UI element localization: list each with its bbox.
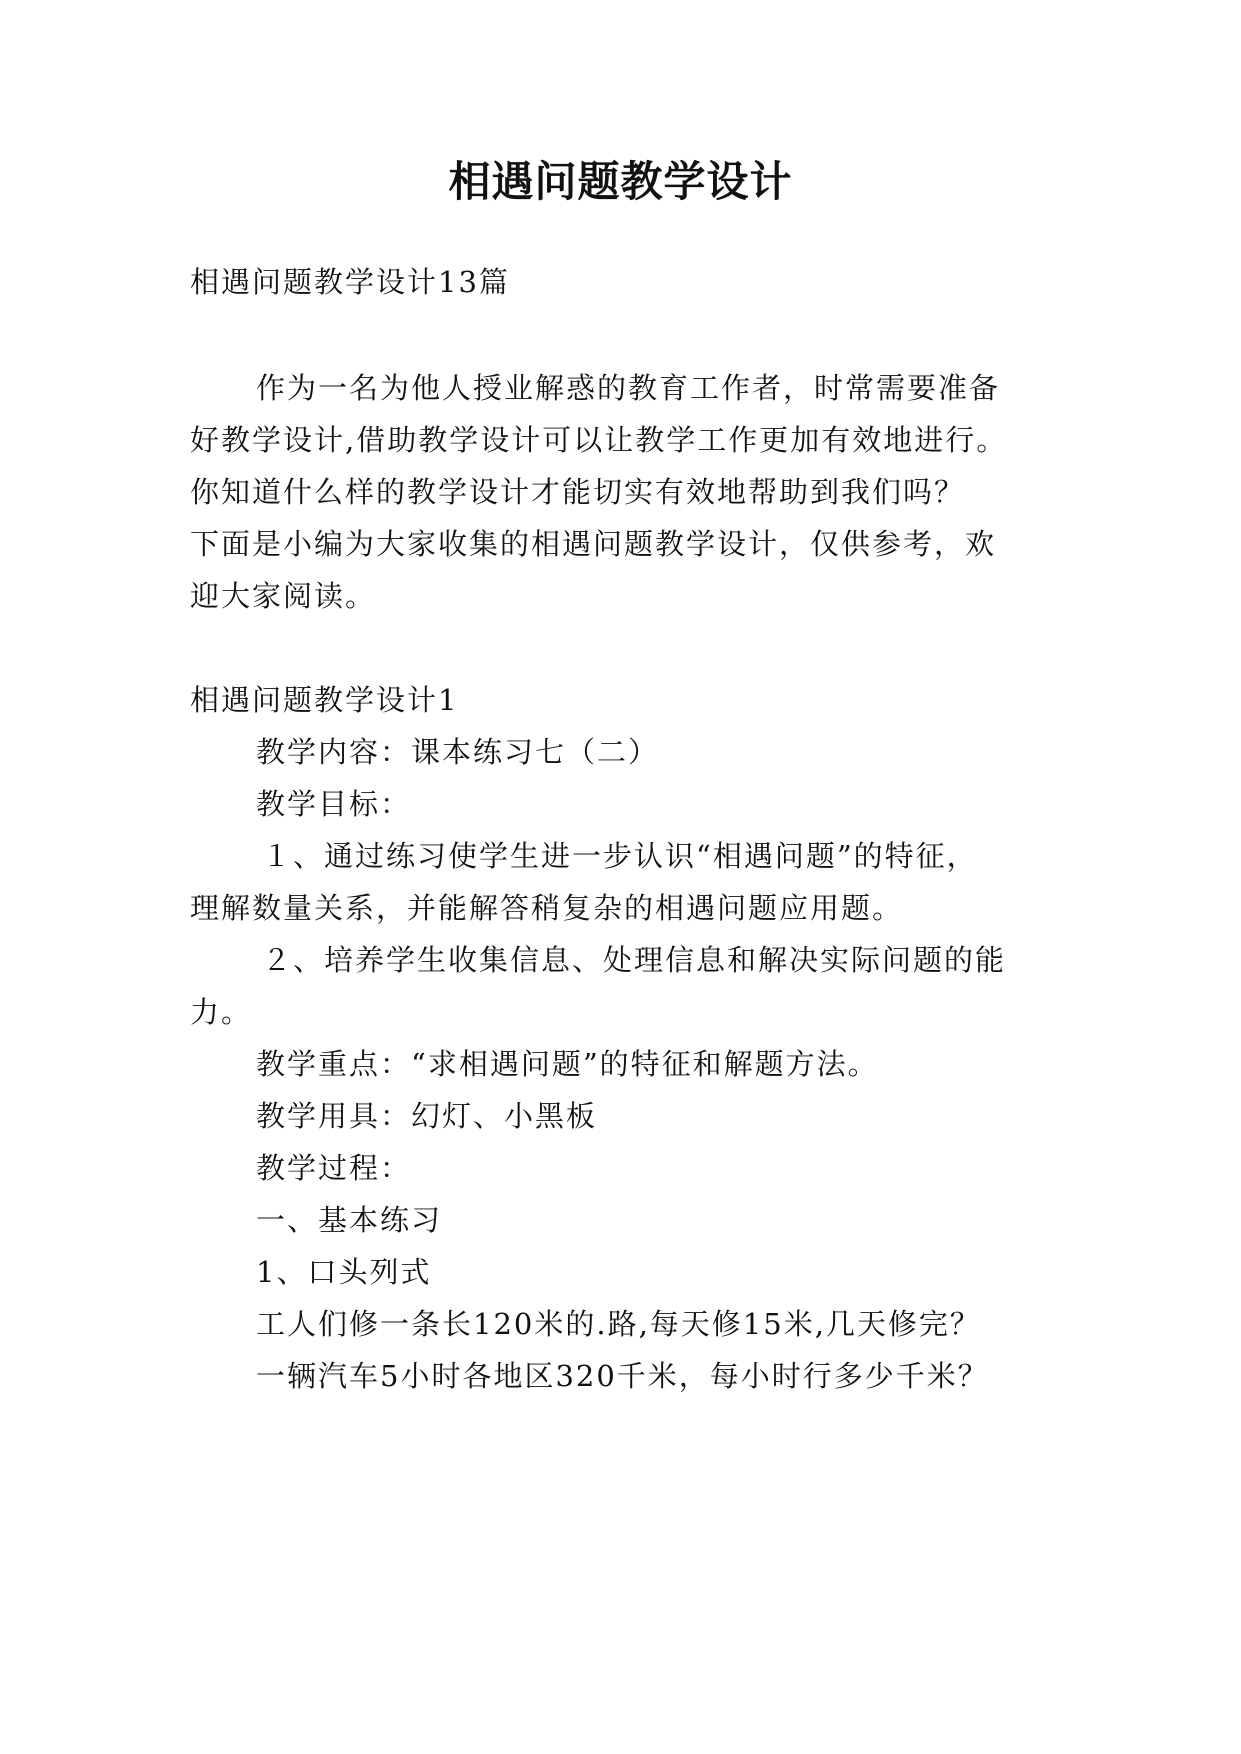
item-one-heading: 1、口头列式 <box>256 1255 432 1289</box>
teaching-tools: 教学用具：幻灯、小黑板 <box>256 1099 598 1133</box>
intro-line: 你知道什么样的教学设计才能切实有效地帮助到我们吗？ <box>190 475 966 509</box>
question-2: 一辆汽车5小时各地区320千米，每小时行多少千米？ <box>256 1359 989 1393</box>
document-subtitle: 相遇问题教学设计13篇 <box>190 265 510 299</box>
goal-1-line-2: 理解数量关系，并能解答稍复杂的相遇问题应用题。 <box>190 891 904 925</box>
part-one-heading: 一、基本练习 <box>256 1203 443 1237</box>
goal-1-line-1: １、通过练习使学生进一步认识“相遇问题”的特征， <box>262 839 978 873</box>
key-point: 教学重点：“求相遇问题”的特征和解题方法。 <box>256 1047 879 1081</box>
goal-2-line-1: ２、培养学生收集信息、处理信息和解决实际问题的能 <box>262 943 1007 977</box>
question-1: 工人们修一条长120米的.路,每天修15米,几天修完？ <box>256 1307 981 1341</box>
teaching-content: 教学内容：课本练习七（二） <box>256 735 660 769</box>
section-heading: 相遇问题教学设计1 <box>190 683 459 717</box>
intro-line: 作为一名为他人授业解惑的教育工作者，时常需要准备 <box>256 371 1001 405</box>
intro-line: 下面是小编为大家收集的相遇问题教学设计，仅供参考，欢 <box>190 527 997 561</box>
teaching-goals-label: 教学目标： <box>256 787 412 821</box>
page-title: 相遇问题教学设计 <box>448 157 793 206</box>
intro-line: 好教学设计,借助教学设计可以让教学工作更加有效地进行。 <box>190 423 1008 457</box>
teaching-process-label: 教学过程： <box>256 1151 412 1185</box>
intro-line: 迎大家阅读。 <box>190 579 377 613</box>
goal-2-line-2: 力。 <box>190 995 253 1029</box>
